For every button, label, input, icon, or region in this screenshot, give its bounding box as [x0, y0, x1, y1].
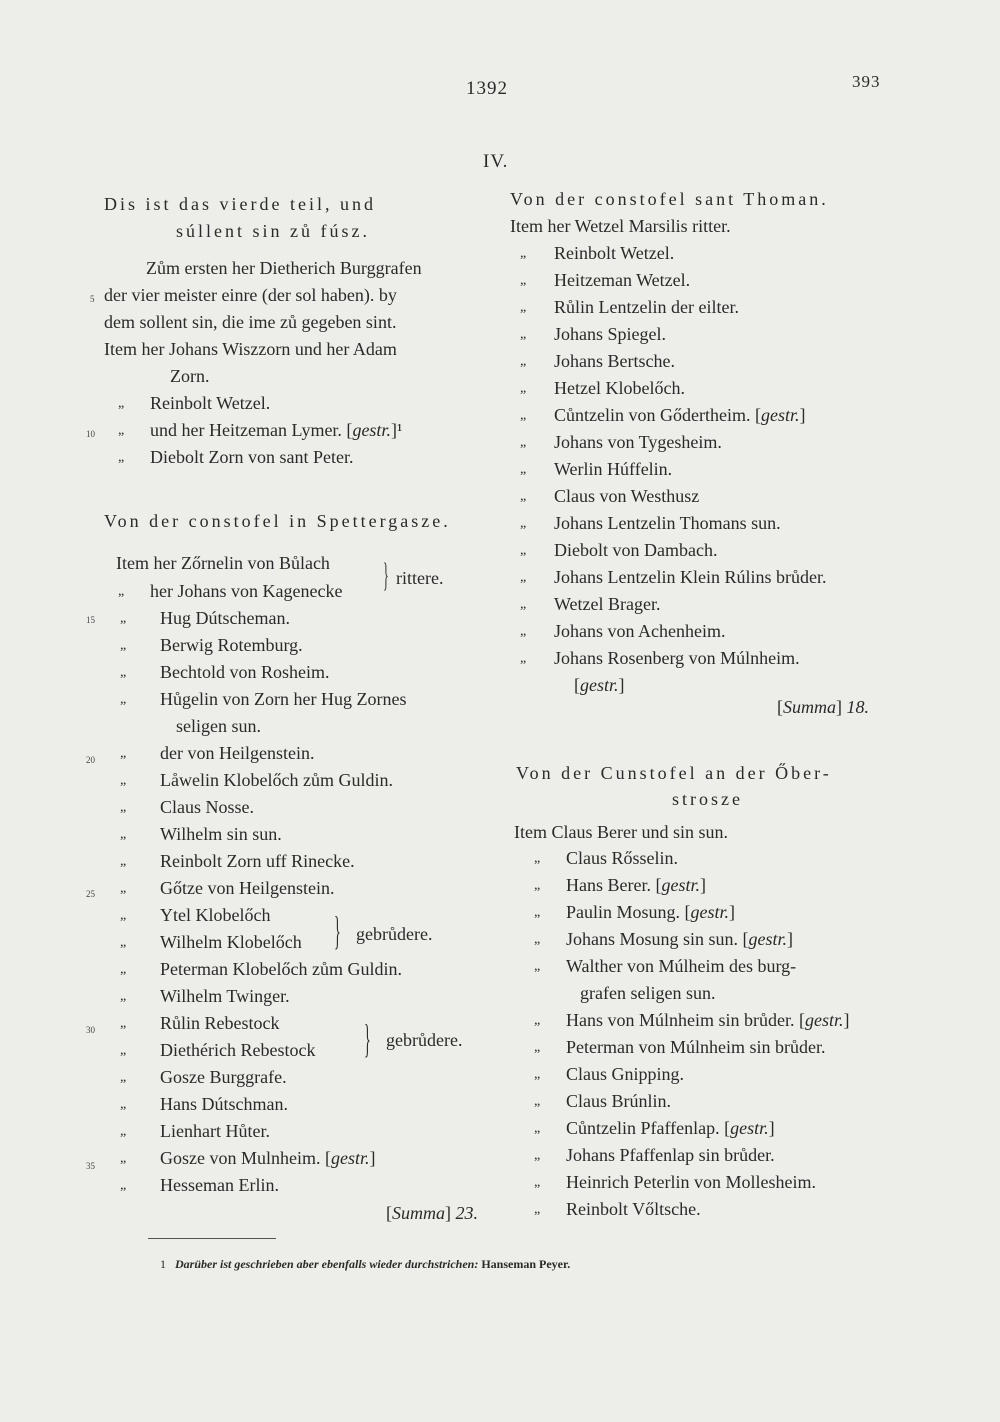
bracket: }	[334, 908, 341, 953]
summa-right: [Summa] 18.	[777, 697, 869, 717]
ditto-mark: „	[520, 327, 527, 342]
list-item: Diebolt von Dambach.	[554, 540, 718, 560]
list-item: Item her Zőrnelin von Bůlach	[116, 553, 330, 573]
ditto-mark: „	[120, 1070, 127, 1085]
ditto-mark: „	[120, 827, 127, 842]
list-item: und her Heitzeman Lymer. [gestr.]¹	[150, 420, 403, 440]
ditto-mark: „	[120, 611, 127, 626]
list-item: Claus Nosse.	[160, 797, 254, 817]
line-number: 20	[86, 755, 95, 765]
list-item: Cůntzelin von Gődertheim. [gestr.]	[554, 405, 806, 425]
ditto-mark: „	[520, 381, 527, 396]
list-item: [gestr.]	[574, 675, 625, 695]
list-item: Cůntzelin Pfaffenlap. [gestr.]	[566, 1118, 775, 1138]
list-item: Gosze Burggrafe.	[160, 1067, 287, 1087]
list-item: Hans von Múlnheim sin brůder. [gestr.]	[566, 1010, 850, 1030]
bracket: }	[383, 557, 389, 594]
left-heading-line-2: súllent sin zů fúsz.	[176, 221, 370, 241]
list-item: Peterman Klobelőch zům Guldin.	[160, 959, 402, 979]
ditto-mark: „	[120, 800, 127, 815]
footnote-name: Hanseman Peyer.	[481, 1257, 571, 1271]
ditto-mark: „	[520, 516, 527, 531]
ditto-mark: „	[520, 489, 527, 504]
line-number: 30	[86, 1025, 95, 1035]
ditto-mark: „	[120, 746, 127, 761]
ditto-mark: „	[534, 878, 541, 893]
list-item: Låwelin Klobelőch zům Guldin.	[160, 770, 393, 790]
list-item: Reinbolt Vőltsche.	[566, 1199, 701, 1219]
list-item: Hetzel Klobelőch.	[554, 378, 685, 398]
ditto-mark: „	[534, 1013, 541, 1028]
list-item: Bechtold von Rosheim.	[160, 662, 330, 682]
ditto-mark: „	[520, 300, 527, 315]
ditto-mark: „	[520, 246, 527, 261]
list-item: Gosze von Mulnheim. [gestr.]	[160, 1148, 376, 1168]
list-item: Ytel Klobelőch	[160, 905, 271, 925]
list-item: Reinbolt Zorn uff Rinecke.	[160, 851, 355, 871]
ditto-mark: „	[118, 396, 125, 411]
ditto-mark: „	[120, 935, 127, 950]
list-item: Johans Lentzelin Klein Rúlins brůder.	[554, 567, 827, 587]
ditto-mark: „	[534, 851, 541, 866]
list-item: Peterman von Múlnheim sin brůder.	[566, 1037, 826, 1057]
list-item: Hans Berer. [gestr.]	[566, 875, 706, 895]
ditto-mark: „	[534, 1067, 541, 1082]
ditto-mark: „	[120, 638, 127, 653]
bracket-label: gebrůdere.	[356, 924, 433, 944]
list-item: Johans Mosung sin sun. [gestr.]	[566, 929, 794, 949]
ditto-mark: „	[534, 1202, 541, 1217]
list-item: Diebolt Zorn von sant Peter.	[150, 447, 354, 467]
list-item: Heinrich Peterlin von Mollesheim.	[566, 1172, 816, 1192]
list-item: Werlin Húffelin.	[554, 459, 673, 479]
ditto-mark: „	[120, 1178, 127, 1193]
list-item: Berwig Rotemburg.	[160, 635, 303, 655]
list-item: Hesseman Erlin.	[160, 1175, 279, 1195]
list-item: Johans Spiegel.	[554, 324, 666, 344]
footnote-marker: 1	[160, 1257, 166, 1271]
list-item: Item her Wetzel Marsilis ritter.	[510, 216, 731, 236]
line-number: 35	[86, 1161, 95, 1171]
ditto-mark: „	[520, 651, 527, 666]
ditto-mark: „	[520, 273, 527, 288]
ditto-mark: „	[120, 692, 127, 707]
ditto-mark: „	[520, 354, 527, 369]
list-item: Claus Brúnlin.	[566, 1091, 672, 1111]
ditto-mark: „	[534, 932, 541, 947]
list-item: Wilhelm Klobelőch	[160, 932, 302, 952]
ditto-mark: „	[520, 597, 527, 612]
list-item: Heitzeman Wetzel.	[554, 270, 691, 290]
ditto-mark: „	[120, 1043, 127, 1058]
left-heading-line-1: Dis ist das vierde teil, und	[104, 194, 376, 214]
line-number: 10	[86, 429, 95, 439]
ditto-mark: „	[520, 543, 527, 558]
ditto-mark: „	[120, 1016, 127, 1031]
list-item: Johans von Tygesheim.	[554, 432, 722, 452]
ditto-mark: „	[534, 1148, 541, 1163]
list-item: seligen sun.	[176, 716, 261, 736]
footnote-rule	[148, 1238, 276, 1239]
list-item: Hans Dútschman.	[160, 1094, 288, 1114]
line-number: 25	[86, 889, 95, 899]
ditto-mark: „	[120, 989, 127, 1004]
ditto-mark: „	[120, 773, 127, 788]
line-number: 5	[90, 294, 95, 304]
ditto-mark: „	[534, 1094, 541, 1109]
ditto-mark: „	[120, 665, 127, 680]
ditto-mark: „	[534, 1040, 541, 1055]
intro-line: dem sollent sin, die ime zů gegeben sint.	[104, 312, 397, 332]
ditto-mark: „	[534, 905, 541, 920]
list-item: Růlin Lentzelin der eilter.	[554, 297, 739, 317]
list-item: Johans von Achenheim.	[554, 621, 726, 641]
right-heading-2b: strosze	[672, 789, 743, 809]
bracket: }	[364, 1016, 371, 1061]
list-item: Item Claus Berer und sin sun.	[514, 822, 728, 842]
ditto-mark: „	[118, 423, 125, 438]
list-item: Wilhelm sin sun.	[160, 824, 282, 844]
list-item: Johans Rosenberg von Múlnheim.	[554, 648, 800, 668]
footnote-text: Darüber ist geschrieben aber ebenfalls wieder durchstrichen:	[175, 1257, 479, 1271]
list-item: Lienhart Hůter.	[160, 1121, 270, 1141]
ditto-mark: „	[120, 881, 127, 896]
ditto-mark: „	[534, 1121, 541, 1136]
ditto-mark: „	[120, 1097, 127, 1112]
list-item: Claus Gnipping.	[566, 1064, 685, 1084]
list-item: Johans Lentzelin Thomans sun.	[554, 513, 781, 533]
ditto-mark: „	[120, 1151, 127, 1166]
list-item: Johans Bertsche.	[554, 351, 675, 371]
ditto-mark: „	[520, 624, 527, 639]
list-item: Wetzel Brager.	[554, 594, 661, 614]
summa-left: [Summa] 23.	[386, 1203, 478, 1223]
section-number: IV.	[483, 151, 509, 172]
list-item: der von Heilgenstein.	[160, 743, 315, 763]
list-item: Paulin Mosung. [gestr.]	[566, 902, 736, 922]
bracket-label: rittere.	[396, 568, 444, 588]
right-heading-2a: Von der Cunstofel an der Őber-	[516, 763, 832, 783]
list-item: Claus Rősselin.	[566, 848, 679, 868]
ditto-mark: „	[118, 584, 125, 599]
bracket-label: gebrůdere.	[386, 1030, 463, 1050]
list-item: Růlin Rebestock	[160, 1013, 280, 1033]
list-item: Reinbolt Wetzel.	[150, 393, 271, 413]
list-item: Wilhelm Twinger.	[160, 986, 290, 1006]
list-item: Claus von Westhusz	[554, 486, 700, 506]
list-item: her Johans von Kagenecke	[150, 581, 343, 601]
intro-line: Zům ersten her Dietherich Burggrafen	[146, 258, 422, 278]
ditto-mark: „	[120, 908, 127, 923]
ditto-mark: „	[534, 959, 541, 974]
ditto-mark: „	[520, 435, 527, 450]
list-item: Hůgelin von Zorn her Hug Zornes	[160, 689, 407, 709]
list-item: grafen seligen sun.	[580, 983, 716, 1003]
line-number: 15	[86, 615, 95, 625]
list-item: Diethérich Rebestock	[160, 1040, 316, 1060]
ditto-mark: „	[534, 1175, 541, 1190]
intro-line: Zorn.	[170, 366, 210, 386]
list-item: Walther von Múlheim des burg-	[566, 956, 797, 976]
list-item: Hug Dútscheman.	[160, 608, 290, 628]
ditto-mark: „	[120, 962, 127, 977]
intro-line: Item her Johans Wiszzorn und her Adam	[104, 339, 397, 359]
page-number: 393	[852, 72, 881, 91]
left-heading-2: Von der constofel in Spettergasze.	[104, 511, 451, 531]
list-item: Gőtze von Heilgenstein.	[160, 878, 335, 898]
ditto-mark: „	[120, 854, 127, 869]
ditto-mark: „	[120, 1124, 127, 1139]
ditto-mark: „	[520, 462, 527, 477]
footnote	[160, 1257, 570, 1272]
right-heading-1: Von der constofel sant Thoman.	[510, 189, 829, 209]
ditto-mark: „	[520, 408, 527, 423]
year-heading: 1392	[466, 78, 508, 99]
ditto-mark: „	[118, 450, 125, 465]
intro-line: der vier meister einre (der sol haben). by	[104, 285, 397, 305]
ditto-mark: „	[520, 570, 527, 585]
list-item: Reinbolt Wetzel.	[554, 243, 675, 263]
list-item: Johans Pfaffenlap sin brůder.	[566, 1145, 775, 1165]
